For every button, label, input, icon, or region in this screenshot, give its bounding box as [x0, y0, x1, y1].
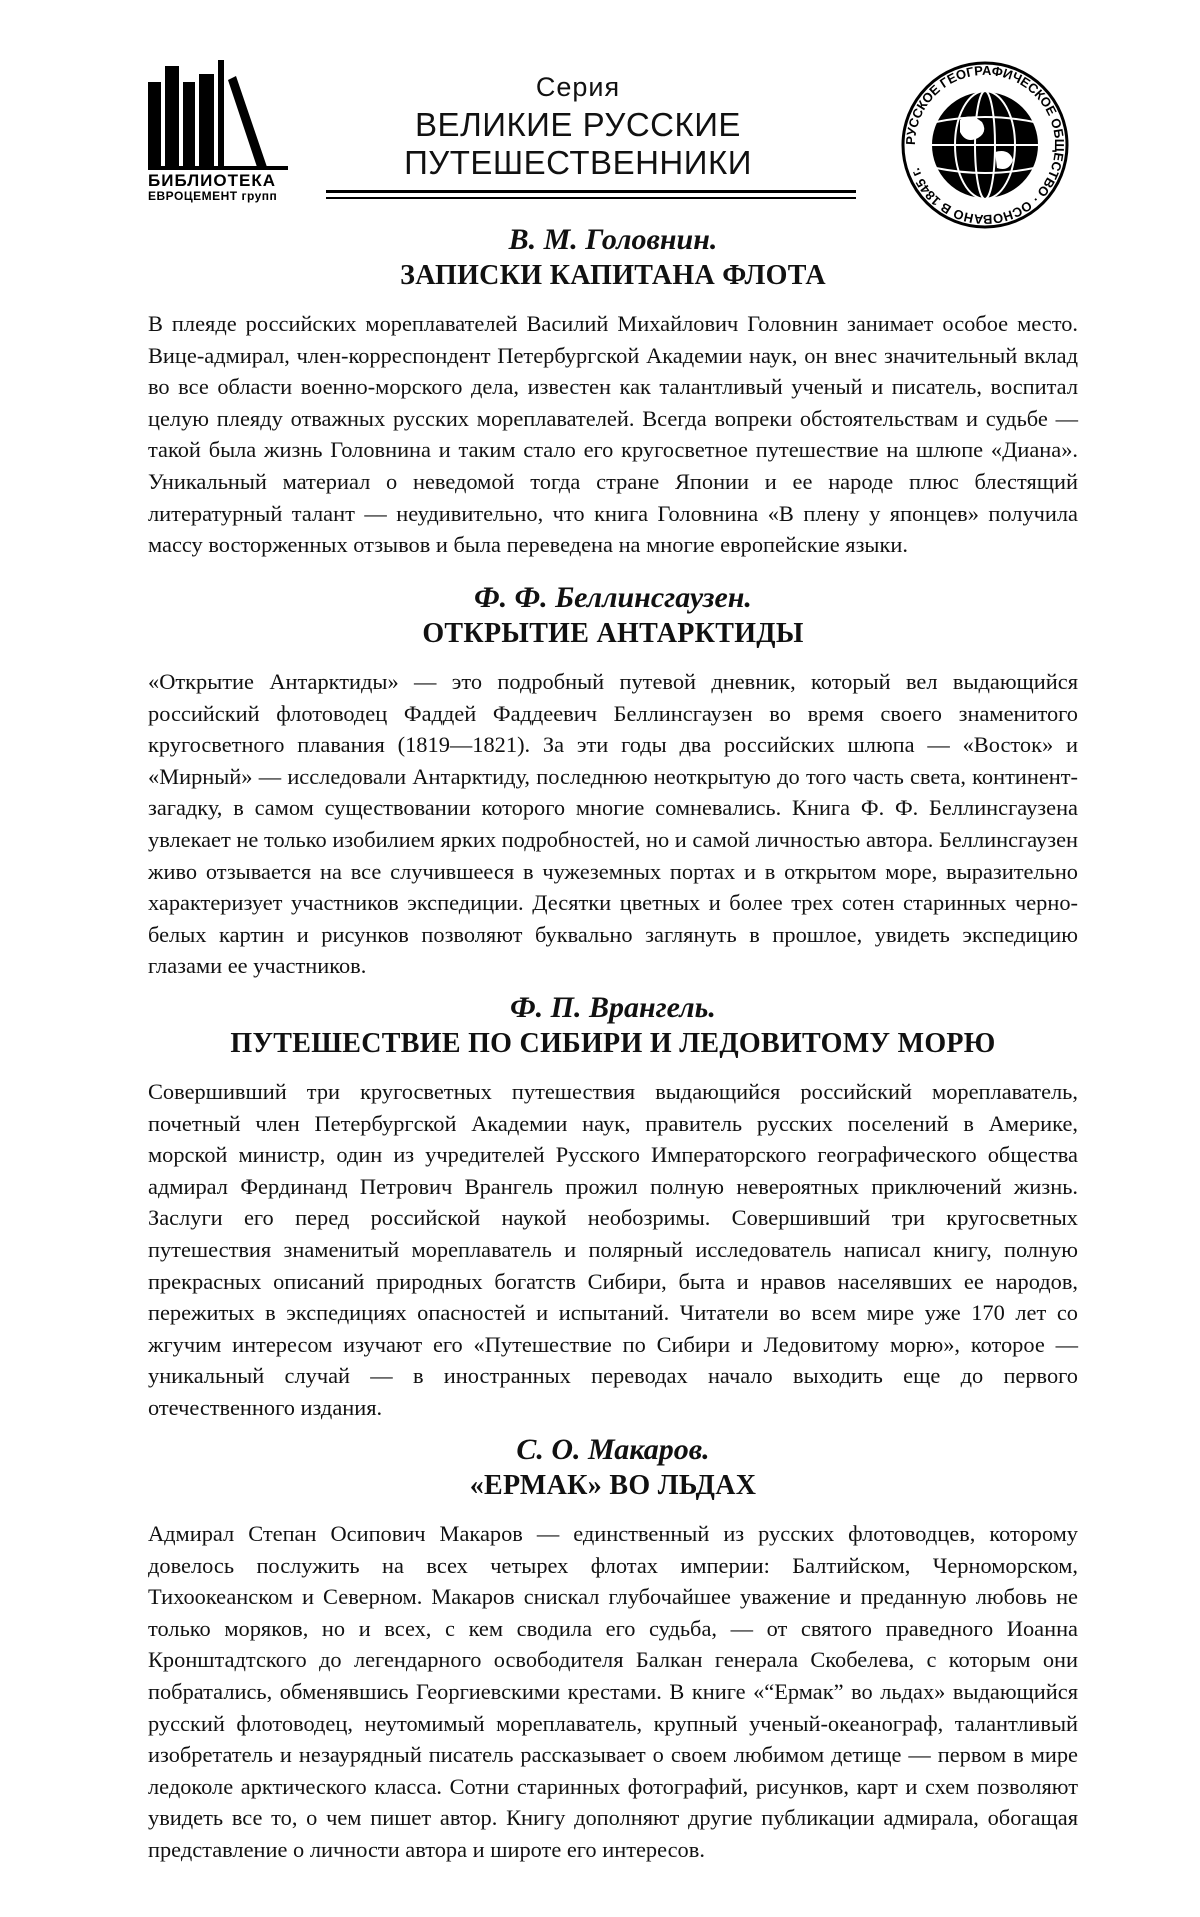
book-title: ЗАПИСКИ КАПИТАНА ФЛОТА	[400, 260, 826, 291]
book-title: ОТКРЫТИЕ АНТАРКТИДЫ	[422, 618, 804, 649]
book-section-wrangel	[148, 990, 1078, 1424]
logo-line1: БИБЛИОТЕКА	[148, 171, 276, 190]
book-description: «Открытие Антарктиды» — это подробный путевой дневник, который вел выдающийся российский флотоводец Фаддей Фаддеевич Беллинсгаузен во время своего знаменитого кругосветного плавания (1819—1821). За эти годы два российских шлюпа — «Восток» и «Мирный» — исследовали Антарктиду, последнюю неоткрытую до того часть света, континент-загадку, в самом существовании которого многие сомневались. Книга Ф. Ф. Беллинсгаузена увлекает не только изобилием ярких подробностей, но и самой личностью автора. Беллинсгаузен живо отзывается на все случившееся в чужеземных портах и в открытом море, выразительно характеризует участников экспедиции. Десятки цветных и более трех сотен старинных черно-белых картин и рисунков позволяют буквально заглянуть в прошлое, увидеть экспедицию глазами ее участников.	[148, 669, 1078, 979]
library-logo-text	[148, 172, 298, 202]
series-name-line2: ПУТЕШЕСТВЕННИКИ	[404, 144, 752, 181]
book-description: Адмирал Степан Осипович Макаров — единственный из русских флотоводцев, которому довелось послужить на всех четырех флотах империи: Балтийском, Черноморском, Тихоокеанском и Северном. Макаров снискал глубочайшее уважение и преданную любовь не только моряков, но и всех, с кем сводила его судьба, — от святого праведного Иоанна Кронштадтского до легендарного освободителя Балкан генерала Скобелева, с которым они побратались, обменявшись Георгиевскими крестами. В книге «“Ермак” во льдах» выдающийся русский флотоводец, неутомимый мореплаватель, крупный ученый-океанограф, талантливый изобретатель и незаурядный писатель рассказывает о своем любимом детище — первом в мире ледоколе арктического класса. Сотни старинных фотографий, рисунков, карт и схем позволяют увидеть все то, о чем пишет автор. Книгу дополняют другие публикации адмирала, обогащая представление о личности автора и широте его интересов.	[148, 1521, 1078, 1862]
series-name-line1: ВЕЛИКИЕ РУССКИЕ	[415, 106, 741, 143]
geographic-society-seal-icon	[900, 60, 1070, 230]
series-label: Серия	[535, 72, 621, 102]
book-author: В. М. Головнин.	[508, 223, 718, 256]
seal-text: РУССКОЕ ГЕОГРАФИЧЕСКОЕ ОБЩЕСТВО · ОСНОВАНО В 1845 г.	[902, 62, 1068, 228]
book-section-makarov	[148, 1432, 1078, 1866]
book-author: С. О. Макаров.	[516, 1433, 710, 1466]
book-author: Ф. П. Врангель.	[510, 991, 716, 1024]
book-section-bellingshausen	[148, 580, 1078, 982]
header-rule-thin	[326, 197, 856, 199]
logo-line2: ЕВРОЦЕМЕНТ групп	[148, 189, 278, 203]
book-description: В плеяде российских мореплавателей Василий Михайлович Головнин занимает особое место. Вице-адмирал, член-корреспондент Петербургской Академии наук, он внес значительный вклад во все области военно-морского дела, известен как талантливый ученый и писатель, воспитал целую плеяду отважных русских мореплавателей. Всегда вопреки обстоятельствам и судьбе — такой была жизнь Головнина и таким стало его кругосветное путешествие на шлюпе «Диана». Уникальный материал о неведомой тогда стране Японии и ее народе плюс блестящий литературный талант — неудивительно, что книга Головнина «В плену у японцев» получила массу восторженных отзывов и была переведена на многие европейские языки.	[148, 311, 1078, 558]
book-section-golovnin	[148, 222, 1078, 561]
series-header	[148, 60, 1078, 240]
book-title: «ЕРМАК» ВО ЛЬДАХ	[469, 1470, 757, 1501]
series-name	[368, 106, 788, 182]
book-author: Ф. Ф. Беллинсгаузен.	[474, 581, 752, 614]
book-description: Совершивший три кругосветных путешествия выдающийся российский мореплаватель, почетный член Петербургской Академии наук, правитель русских поселений в Америке, морской министр, один из учредителей Русского Императорского географического общества адмирал Фердинанд Петрович Врангель прожил полную невероятных приключений жизнь. Заслуги его перед российской наукой необозримы. Совершивший три кругосветных путешествия знаменитый мореплаватель и полярный исследователь написал книгу, полную прекрасных описаний природных богатств Сибири, быта и нравов населявших ее народов, пережитых в экспедициях опасностей и испытаний. Читатели во всем мире уже 170 лет со жгучим интересом изучают его «Путешествие по Сибири и Ледовитому морю», которое — уникальный случай — в иностранных переводах начало выходить еще до первого отечественного издания.	[148, 1079, 1078, 1420]
header-rule-thick	[326, 190, 856, 193]
book-title: ПУТЕШЕСТВИЕ ПО СИБИРИ И ЛЕДОВИТОМУ МОРЮ	[230, 1028, 996, 1059]
